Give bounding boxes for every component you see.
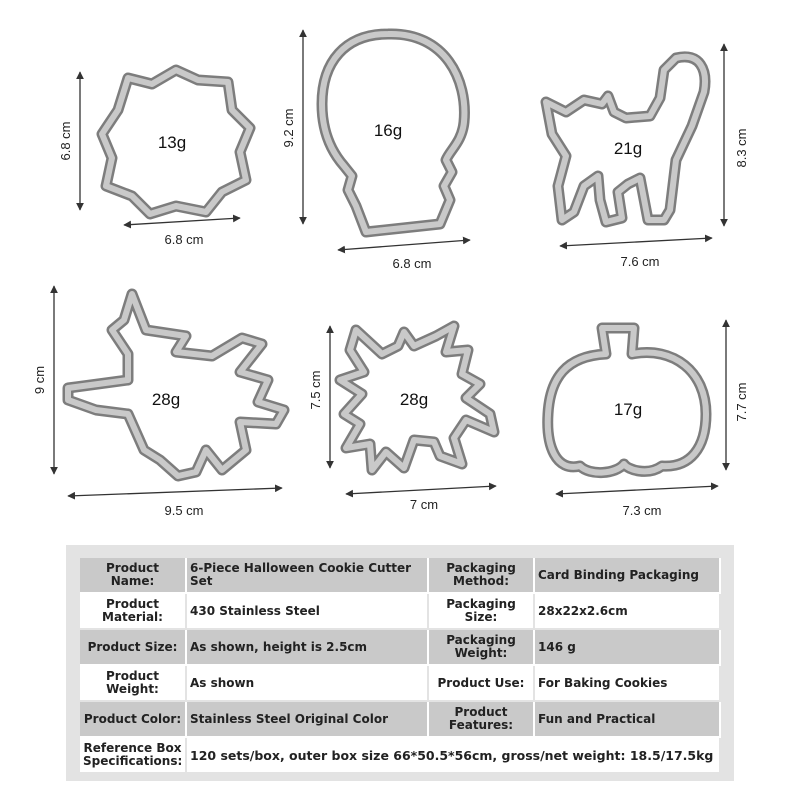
skull-height-label: 9.2 cm	[281, 108, 296, 148]
spider-width-arrow	[346, 486, 496, 494]
pumpkin-width-label: 7.3 cm	[622, 503, 662, 518]
spider-web-width-label: 6.8 cm	[164, 232, 204, 247]
witch-weight: 28g	[151, 390, 181, 409]
pumpkin-weight: 17g	[613, 400, 643, 419]
packaging-method-value: Card Binding Packaging	[534, 558, 720, 593]
cat-width-arrow	[560, 238, 712, 246]
spec-row-weight	[80, 665, 720, 701]
spec-row-color	[80, 701, 720, 737]
packaging-weight-label: Packaging Weight:	[428, 629, 534, 665]
reference-box-value: 120 sets/box, outer box size 66*50.5*56cm, gross/net weight: 18.5/17.5kg	[186, 737, 720, 773]
cat-weight: 21g	[613, 139, 643, 158]
packaging-size-value: 28x22x2.6cm	[534, 593, 720, 629]
witch-height-label: 9 cm	[32, 365, 47, 395]
spider-web-width-arrow	[124, 218, 240, 225]
spider-height-label: 7.5 cm	[308, 370, 323, 410]
spec-table	[80, 558, 721, 774]
packaging-method-label: Packaging Method:	[428, 558, 534, 593]
skull-width-arrow	[338, 240, 470, 250]
product-use-label: Product Use:	[428, 665, 534, 701]
product-color-value: Stainless Steel Original Color	[186, 701, 428, 737]
product-size-value: As shown, height is 2.5cm	[186, 629, 428, 665]
pumpkin-height-label: 7.7 cm	[734, 382, 749, 422]
spec-row-material	[80, 593, 720, 629]
reference-box-label: Reference Box Specifications:	[80, 737, 186, 773]
witch-width-label: 9.5 cm	[164, 503, 204, 518]
product-use-value: For Baking Cookies	[534, 665, 720, 701]
skull-weight: 16g	[373, 121, 403, 140]
cat-height-label: 8.3 cm	[734, 128, 749, 168]
product-weight-label: Product Weight:	[80, 665, 186, 701]
product-name-value: 6-Piece Halloween Cookie Cutter Set	[186, 558, 428, 593]
spec-row-reference-box	[80, 737, 720, 773]
product-size-label: Product Size:	[80, 629, 186, 665]
spec-row-product-name	[80, 558, 720, 593]
product-weight-value: As shown	[186, 665, 428, 701]
product-name-label: Product Name:	[80, 558, 186, 593]
spider-web-weight: 13g	[157, 133, 187, 152]
witch-width-arrow	[68, 488, 282, 496]
skull-width-label: 6.8 cm	[392, 256, 432, 271]
spider-weight: 28g	[399, 390, 429, 409]
product-features-label: Product Features:	[428, 701, 534, 737]
spider-width-label: 7 cm	[409, 497, 439, 512]
cat-width-label: 7.6 cm	[620, 254, 660, 269]
packaging-weight-value: 146 g	[534, 629, 720, 665]
product-material-label: Product Material:	[80, 593, 186, 629]
spec-row-size	[80, 629, 720, 665]
product-features-value: Fun and Practical	[534, 701, 720, 737]
packaging-size-label: Packaging Size:	[428, 593, 534, 629]
product-material-value: 430 Stainless Steel	[186, 593, 428, 629]
pumpkin-width-arrow	[556, 486, 718, 494]
witch-cutter	[68, 294, 284, 476]
product-color-label: Product Color:	[80, 701, 186, 737]
spider-web-height-label: 6.8 cm	[58, 121, 73, 161]
